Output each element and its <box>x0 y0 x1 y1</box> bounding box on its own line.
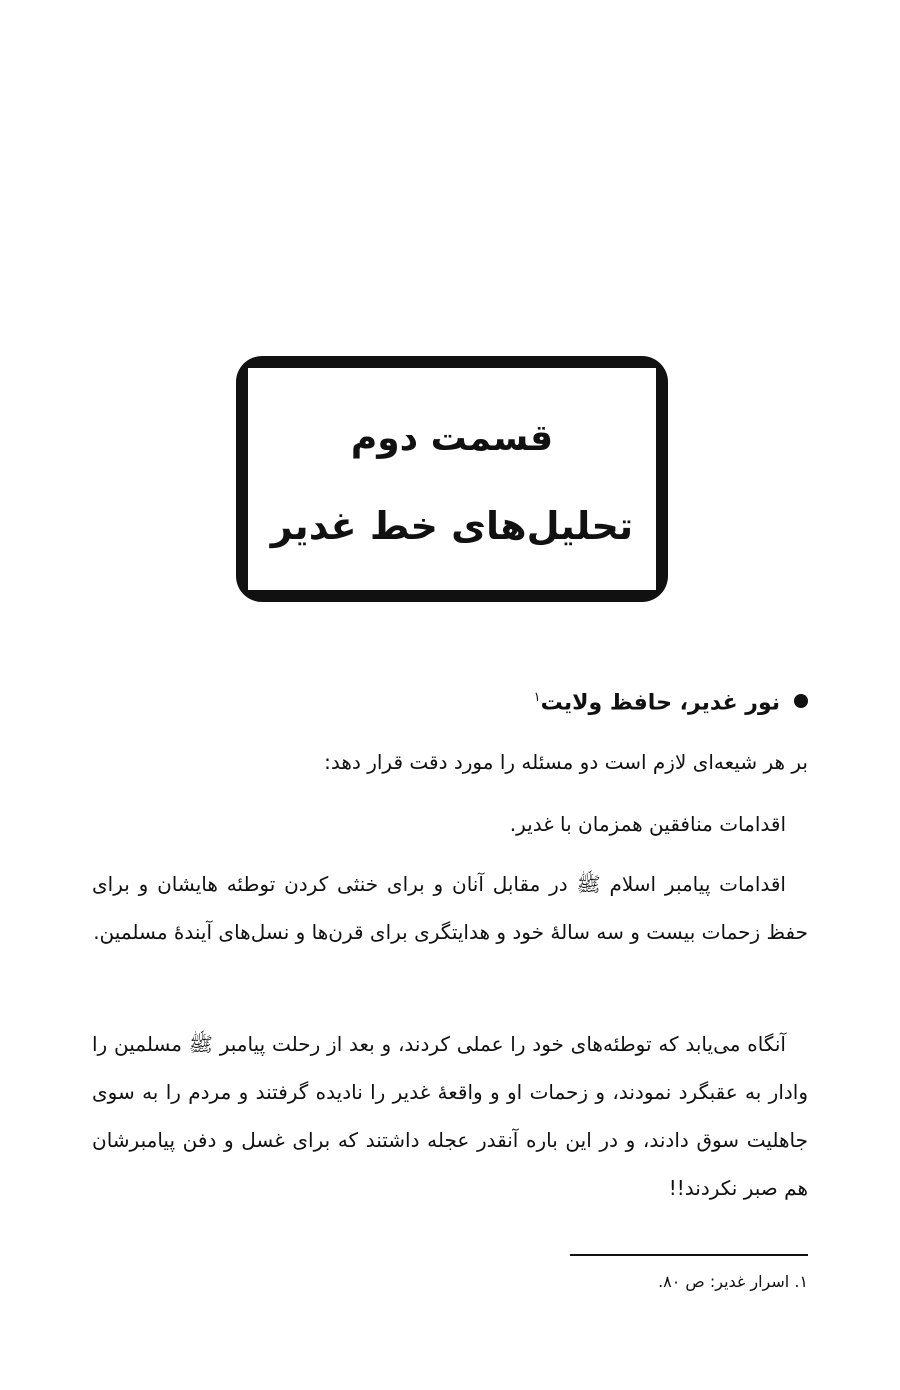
footnote: ۱. اسرار غدیر: ص ۸۰. <box>658 1272 808 1291</box>
paragraph-1: بر هر شیعه‌ای لازم است دو مسئله را مورد دقت قرار دهد: <box>324 750 808 774</box>
paragraph-2-text: اقدامات منافقین همزمان با غدیر. <box>509 812 786 836</box>
section-heading <box>92 690 808 715</box>
paragraph-4-text: آنگاه می‌یابد که توطئه‌های خود را عملی کردند، و بعد از رحلت پیامبر ﷺ مسلمین را وادار به عقبگرد نمودند، و زحمات او و واقعهٔ غدیر را نادیده گرفتند و مردم را به سوی جاهلیت سوق دادند، و در این باره آنقدر عجله داشتند که برای غسل و دفن پیامبرشان هم صبر نکردند!! <box>92 1032 808 1200</box>
title-box <box>246 366 658 592</box>
title-frame <box>236 356 668 602</box>
paragraph-4 <box>92 1020 808 1212</box>
footnote-divider <box>570 1254 808 1256</box>
footnote-reference: ۱ <box>533 690 541 705</box>
paragraph-3-text: اقدامات پیامبر اسلام ﷺ در مقابل آنان و برای خنثی کردن توطئه هایشان و برای حفظ زحمات بیست و سه سالهٔ خود و هدایتگری برای قرن‌ها و نسل‌های آیندهٔ مسلمین. <box>92 872 808 944</box>
bullet-icon <box>794 694 808 708</box>
paragraph-2 <box>92 800 808 848</box>
part-subtitle: تحلیل‌های خط غدیر <box>270 504 634 548</box>
section-heading-text: نور غدیر، حافظ ولایت <box>540 690 780 716</box>
paragraph-3 <box>92 860 808 956</box>
part-title: قسمت دوم <box>350 418 554 459</box>
